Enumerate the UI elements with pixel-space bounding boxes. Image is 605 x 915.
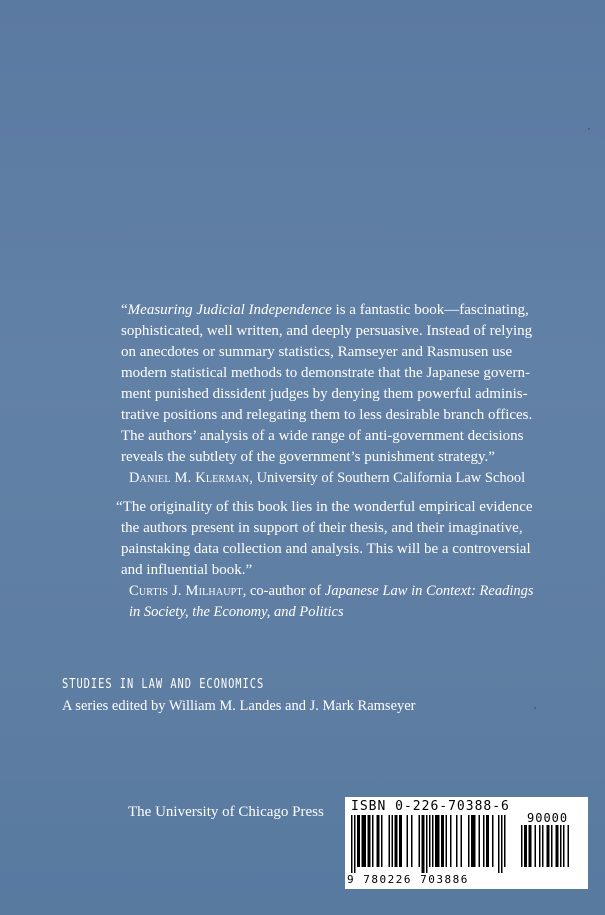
blurb-line: modern statistical methods to demonstrate that the Japanese govern- bbox=[121, 365, 531, 381]
isbn-text: ISBN 0-226-70388-6 bbox=[351, 799, 510, 814]
barcode-bar bbox=[395, 815, 398, 867]
barcode-bar bbox=[556, 825, 559, 867]
barcode-bar bbox=[372, 815, 374, 867]
blurb-klerman bbox=[121, 300, 551, 489]
barcode-bar bbox=[422, 815, 425, 873]
blurb-line: sophisticated, well written, and deeply persuasive. Instead of relying bbox=[121, 323, 533, 339]
barcode-bar bbox=[560, 825, 562, 867]
barcode-bar bbox=[501, 815, 503, 873]
barcode-bar bbox=[381, 815, 383, 867]
blurb-line: ment punished dissident judges by denying them powerful adminis- bbox=[121, 386, 528, 402]
barcode-bar bbox=[441, 815, 444, 867]
barcode-bar bbox=[547, 825, 550, 867]
barcode-bar bbox=[551, 825, 553, 867]
barcode-bar bbox=[486, 815, 489, 867]
barcode-bar bbox=[521, 825, 523, 867]
blurb-line: reveals the subtlety of the government’s punishment strategy.” bbox=[121, 449, 495, 465]
series-info bbox=[62, 676, 416, 716]
barcode-bar bbox=[568, 825, 570, 867]
barcode-bar bbox=[529, 825, 532, 867]
author-name: Curtis J. Milhaupt bbox=[129, 583, 243, 599]
cited-book-title: in Society, the Economy, and Politics bbox=[129, 604, 344, 620]
barcode-label bbox=[345, 797, 588, 889]
barcode-bar bbox=[450, 815, 452, 867]
barcode-bar bbox=[563, 825, 565, 867]
blurb-line: and influential book.” bbox=[121, 562, 253, 578]
blurb-line: trative positions and relegating them to less desirable branch offices. bbox=[121, 407, 533, 423]
barcode-bar bbox=[432, 815, 434, 867]
barcode-bar bbox=[357, 815, 360, 867]
barcode-bar bbox=[354, 815, 356, 873]
barcode-bar bbox=[492, 815, 494, 867]
barcode-bar bbox=[483, 815, 485, 867]
barcode-bar bbox=[498, 815, 500, 873]
barcode-bar bbox=[389, 815, 391, 867]
blurb-milhaupt bbox=[116, 497, 551, 623]
barcode-bar bbox=[392, 815, 394, 867]
barcode-bar bbox=[446, 815, 448, 867]
author-affiliation: , University of Southern California Law School bbox=[249, 470, 526, 486]
barcode-bar bbox=[407, 815, 409, 867]
blurb-line: the authors present in support of their thesis, and their imaginative, bbox=[121, 520, 523, 536]
barcode-bar bbox=[524, 825, 527, 867]
blurb-line: “Measuring Judicial Independence is a fantastic book—fascinating, bbox=[121, 302, 529, 318]
barcode-bar bbox=[504, 815, 506, 867]
speck bbox=[588, 128, 590, 130]
blurb-line: on anecdotes or summary statistics, Ramseyer and Rasmusen use bbox=[121, 344, 513, 360]
barcode-bar bbox=[399, 815, 402, 867]
cited-book-title: Japanese Law in Context: Readings bbox=[324, 583, 534, 599]
barcode-bar bbox=[368, 815, 371, 867]
barcode-bar bbox=[456, 815, 458, 867]
barcode-bar bbox=[419, 815, 421, 867]
barcode-bar bbox=[468, 815, 470, 867]
speck bbox=[534, 707, 536, 709]
blurb-line: “The originality of this book lies in the wonderful empirical evidence bbox=[116, 499, 533, 515]
barcode-bar bbox=[461, 815, 463, 867]
blurb-line: painstaking data collection and analysis. This will be a controversial bbox=[121, 541, 531, 557]
blurb-attribution: Curtis J. Milhaupt, co-author of Japanese Law in Context: Readings in Society, the Economy, and Politics bbox=[129, 583, 534, 620]
ean-barcode bbox=[351, 815, 515, 873]
publisher: The University of Chicago Press bbox=[128, 804, 324, 820]
barcode-bar bbox=[535, 825, 537, 867]
barcode-bar bbox=[411, 815, 413, 867]
price-code: 90000 bbox=[527, 811, 569, 825]
barcode-bar bbox=[362, 815, 367, 867]
series-editors: A series edited by William M. Landes and J. Mark Ramseyer bbox=[62, 698, 416, 714]
barcode-bar bbox=[542, 825, 544, 867]
barcode-bar bbox=[351, 815, 353, 873]
addon-barcode bbox=[521, 825, 581, 873]
barcode-bar bbox=[426, 815, 428, 873]
series-title: STUDIES IN LAW AND ECONOMICS bbox=[62, 677, 265, 692]
barcode-bar bbox=[479, 815, 481, 867]
barcode-bar bbox=[377, 815, 380, 867]
book-title: Measuring Judicial Independence bbox=[127, 302, 332, 318]
ean-digits: 9 780226 703886 bbox=[347, 873, 469, 886]
barcode-bar bbox=[429, 815, 431, 867]
author-name: Daniel M. Klerman bbox=[129, 470, 250, 486]
barcode-bar bbox=[539, 825, 541, 867]
blurb-line: The authors’ analysis of a wide range of anti-government decisions bbox=[121, 428, 524, 444]
blurb-attribution bbox=[121, 468, 551, 489]
barcode-bar bbox=[471, 815, 476, 867]
barcode-bar bbox=[435, 815, 440, 867]
